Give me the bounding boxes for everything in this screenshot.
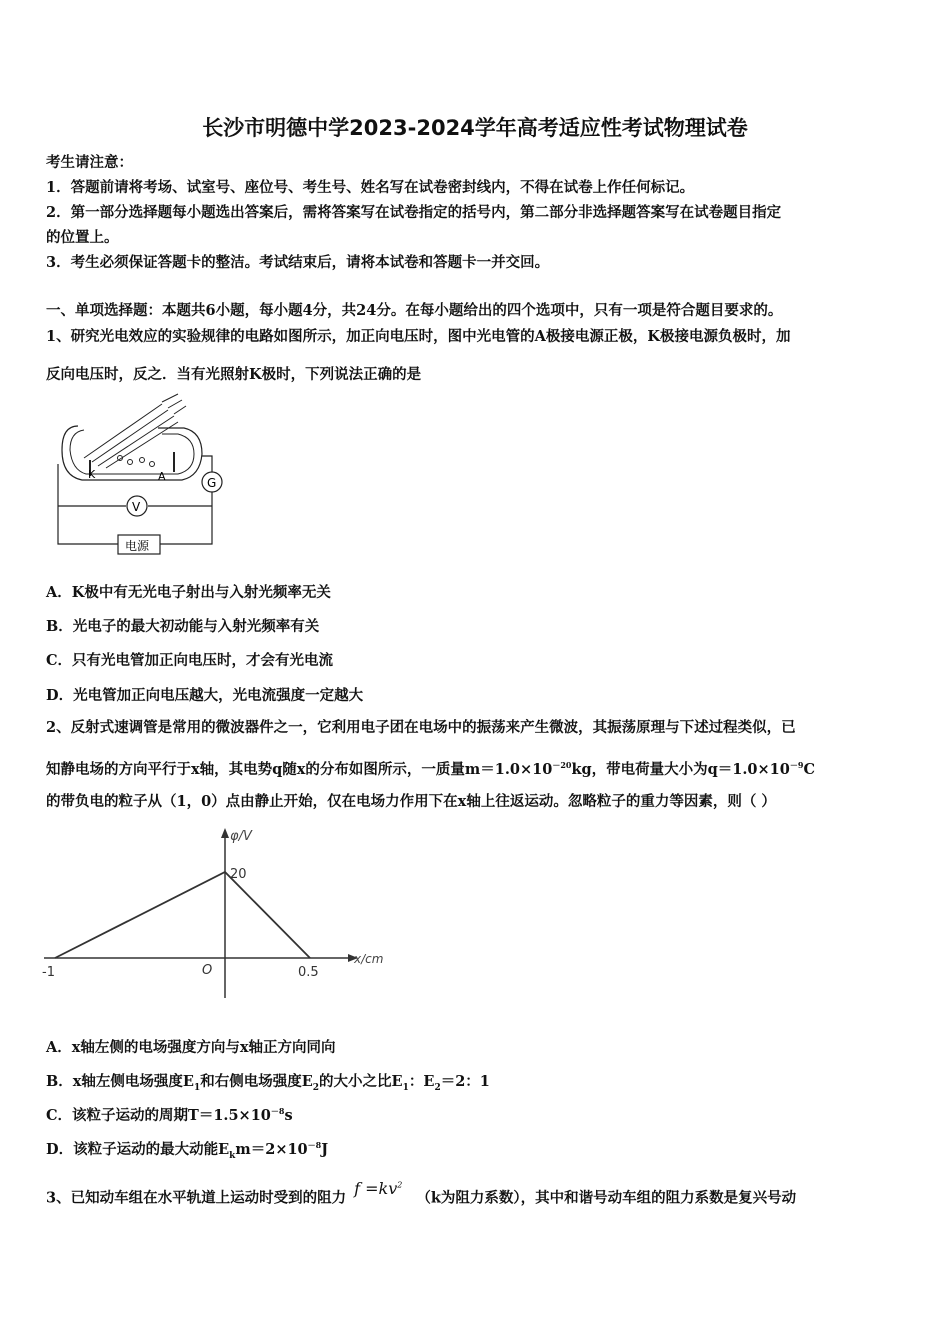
peak-tick-label: 20 xyxy=(230,867,247,882)
potential-line xyxy=(55,872,310,958)
notice-heading: 考生请注意： xyxy=(46,154,133,171)
q1-option-a[interactable]: A．K极中有无光电子射出与入射光频率无关 xyxy=(46,584,331,601)
q2-option-a[interactable]: A．x轴左侧的电场强度方向与x轴正方向同向 xyxy=(46,1039,336,1056)
q3-stem-line1: 3、已知动车组在水平轨道上运动时受到的阻力 $f =kv^2(k$为阻力系数），其中和谐号动车组的阻力系数是复兴号动 xyxy=(46,1179,797,1207)
a-label: A xyxy=(158,470,166,483)
g-meter-label: G xyxy=(207,476,217,490)
y-axis-label: φ/V xyxy=(230,829,252,844)
k-label: K xyxy=(88,468,96,481)
q1-option-d[interactable]: D．光电管加正向电压越大，光电流强度一定越大 xyxy=(46,687,364,704)
notice-item-2-cont: 的位置上。 xyxy=(46,229,119,246)
q1-option-c[interactable]: C．只有光电管加正向电压时，才会有光电流 xyxy=(46,652,334,669)
notice-item-2: 2．第一部分选择题每小题选出答案后，需将答案写在试卷指定的括号内，第二部分非选择题答案写在试卷题目指定 xyxy=(46,204,782,221)
q2-option-b[interactable]: B．x轴左侧电场强度$E_1$和右侧电场强度$E_2$的大小之比$E_1$：$E_2=2$：1 xyxy=(46,1073,490,1093)
drag-formula: $f =kv^2$ xyxy=(354,1179,403,1199)
potential-graph xyxy=(40,826,400,1004)
origin-label: O xyxy=(202,963,213,978)
notice-item-3: 3．考生必须保证答题卡的整洁。考试结束后，请将本试卷和答题卡一并交回。 xyxy=(46,254,550,271)
notice-item-1: 1．答题前请将考场、试室号、座位号、考生号、姓名写在试卷密封线内，不得在试卷上作任何标记。 xyxy=(46,179,695,196)
q2-option-c[interactable]: C．该粒子运动的周期$T=1.5\times 10^{-8}s$ xyxy=(46,1106,293,1124)
q2-stem-line1: 2、反射式速调管是常用的微波器件之一，它利用电子团在电场中的振荡来产生微波，其振荡原理与下述过程类似，已 xyxy=(46,719,796,736)
page-title: 长沙市明德中学2023-2024学年高考适应性考试物理试卷 xyxy=(202,116,748,140)
q2-stem-line2: 知静电场的方向平行于x轴，其电势q随x的分布如图所示，一质量$m=1.0\times 10^{-20}kg$，带电荷量大小为$q=1.0\times 10^{-9}C$ xyxy=(46,760,815,778)
q2-stem-line3: 的带负电的粒子从（1，0）点由静止开始，仅在电场力作用下在x轴上往返运动。忽略粒子的重力等因素，则（ ） xyxy=(46,793,776,810)
q1-stem-line1: 1、研究光电效应的实验规律的电路如图所示，加正向电压时，图中光电管的A极接电源正极，K极接电源负极时，加 xyxy=(46,328,791,345)
v-meter-label: V xyxy=(132,500,141,514)
q1-stem-line2: 反向电压时，反之．当有光照射K极时，下列说法正确的是 xyxy=(46,366,422,383)
right-tick-label: 0.5 xyxy=(298,965,319,980)
photoelectric-circuit-figure xyxy=(50,392,230,560)
section-heading: 一、单项选择题：本题共6小题，每小题4分，共24分。在每小题给出的四个选项中，只有一项是符合题目要求的。 xyxy=(46,302,783,319)
left-tick-label: -1 xyxy=(42,965,55,980)
q1-option-b[interactable]: B．光电子的最大初动能与入射光频率有关 xyxy=(46,618,320,635)
q2-option-d[interactable]: D．该粒子运动的最大动能$E_km=2\times 10^{-8}J$ xyxy=(46,1140,329,1161)
x-axis-label: x/cm xyxy=(354,952,384,966)
power-source-label: 电源 xyxy=(125,539,150,553)
